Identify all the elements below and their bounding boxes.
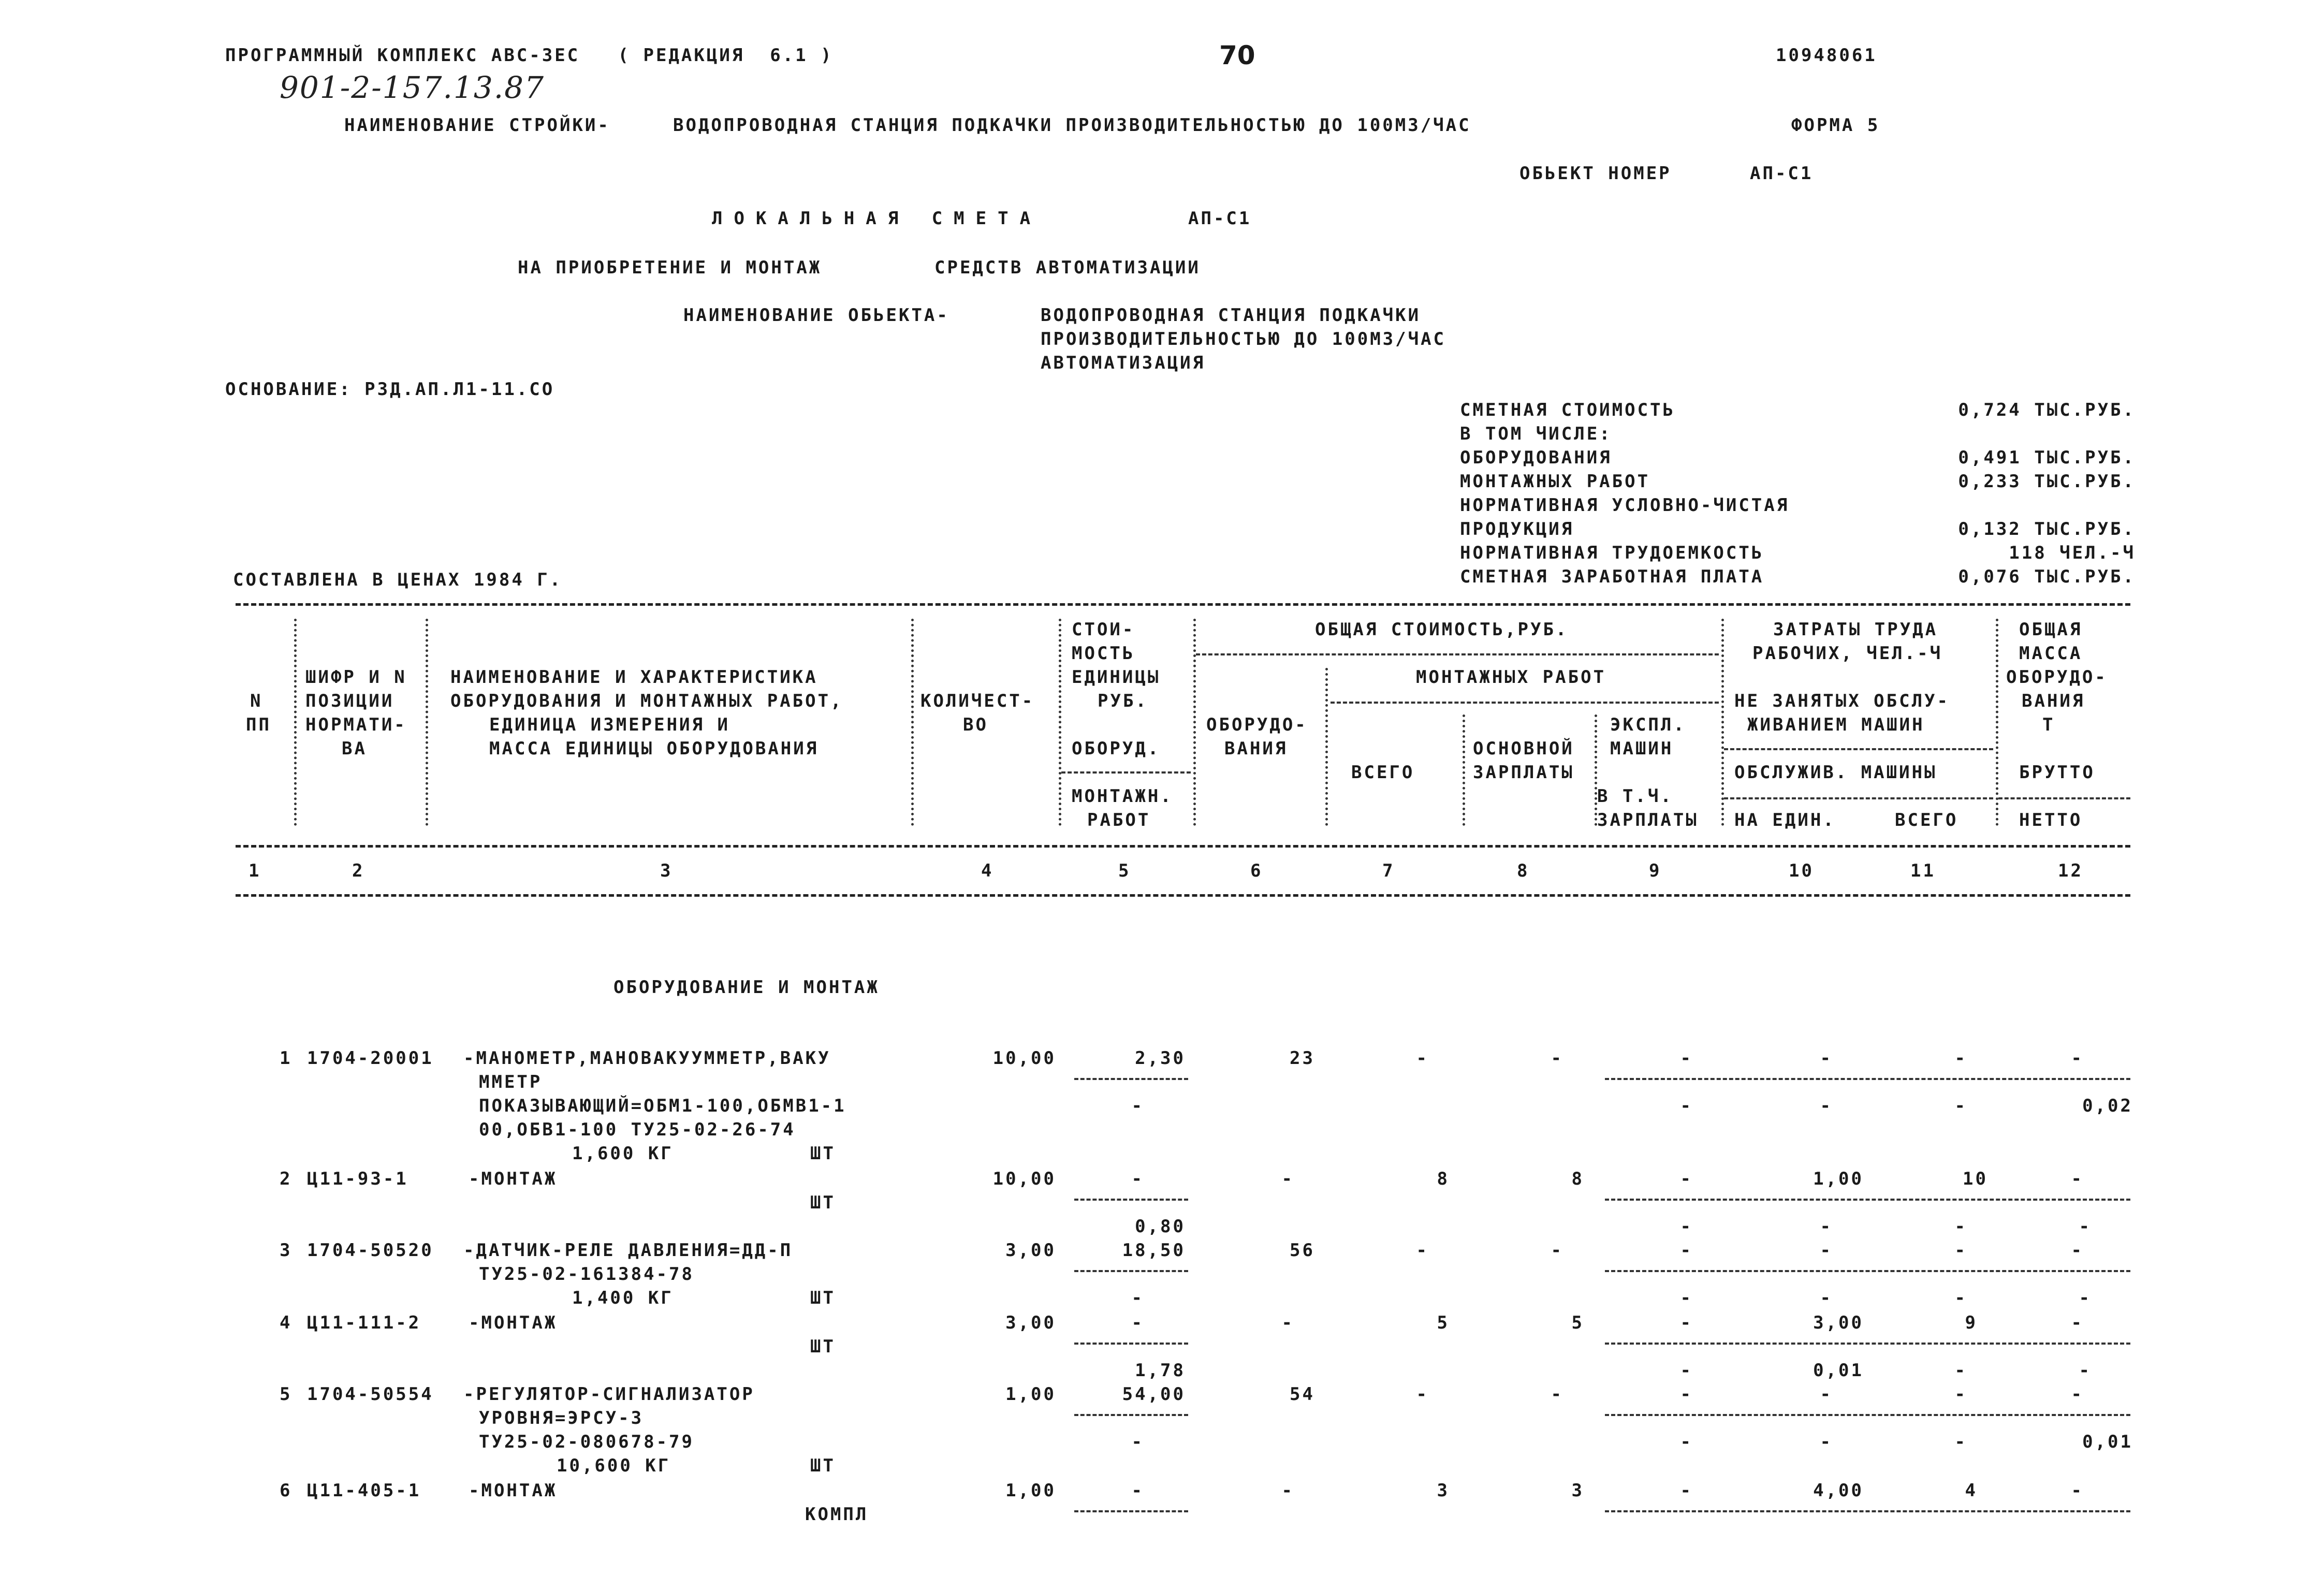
row-basic: -	[1551, 1384, 1563, 1405]
col-mass-header: ОБОРУДО-	[2006, 667, 2108, 688]
cell-rule	[1605, 1199, 2130, 1201]
col-equipment-header: ОБОРУДО-	[1206, 714, 1308, 735]
row-code: 1704-50554	[307, 1384, 434, 1405]
row-code: Ц11-405-1	[307, 1480, 421, 1501]
row-qty: 3,00	[1005, 1240, 1056, 1261]
row-per-unit: 1,00	[1813, 1169, 1864, 1189]
row-total: -	[1416, 1048, 1429, 1069]
col-total-header: ВСЕГО	[1351, 762, 1415, 783]
row-name: ММЕТР	[479, 1072, 543, 1092]
row-basic: -	[1551, 1240, 1563, 1261]
row-equipment: -	[1281, 1169, 1294, 1189]
row-gross: -	[2071, 1048, 2084, 1069]
row-mass: 10,600 КГ	[557, 1455, 671, 1476]
row-code: 1704-50520	[307, 1240, 434, 1261]
row-machines: -	[1680, 1480, 1693, 1501]
col-machines-header: В Т.Ч.	[1597, 786, 1673, 807]
basis: ОСНОВАНИЕ: РЗД.АП.Л1-11.СО	[225, 379, 555, 400]
row-all-2: -	[1954, 1216, 1967, 1237]
row-all: 4	[1965, 1480, 1978, 1501]
row-machines-wage: -	[1680, 1360, 1693, 1381]
summary-label: В ТОМ ЧИСЛЕ:	[1460, 424, 1612, 444]
row-mass: 1,600 КГ	[572, 1143, 674, 1164]
row-all-2: -	[1954, 1360, 1967, 1381]
summary-value: 0,233 ТЫС.РУБ.	[1958, 471, 2136, 492]
row-number: 3	[280, 1240, 293, 1261]
object-name-line-1: ВОДОПРОВОДНАЯ СТАНЦИЯ ПОДКАЧКИ	[1041, 305, 1421, 326]
row-all: -	[1954, 1240, 1967, 1261]
table-top-rule	[236, 603, 2130, 606]
object-number: АП-С1	[1750, 163, 1814, 184]
row-name: -МОНТАЖ	[469, 1312, 558, 1333]
row-name: -МОНТАЖ	[469, 1480, 558, 1501]
cell-rule	[1605, 1510, 2130, 1512]
col-price-header: РАБОТ	[1087, 810, 1151, 830]
row-machines: -	[1680, 1048, 1693, 1069]
program-title: ПРОГРАММНЫЙ КОМПЛЕКС АВС-ЗЕС ( РЕДАКЦИЯ 6.1 )	[225, 45, 834, 66]
cell-rule	[1605, 1414, 2130, 1416]
col-name-header: МАССА ЕДИНИЦЫ ОБОРУДОВАНИЯ	[489, 738, 819, 759]
labor-group-header: ЗАТРАТЫ ТРУДА	[1773, 619, 1938, 640]
row-all: 10	[1963, 1169, 1988, 1189]
column-separator	[1595, 714, 1597, 826]
row-basic: -	[1551, 1048, 1563, 1069]
row-name: -РЕГУЛЯТОР-СИГНАЛИЗАТОР	[463, 1384, 755, 1405]
row-per-unit-2: -	[1820, 1096, 1833, 1116]
document-code: 10948061	[1776, 45, 1877, 66]
row-code: 1704-20001	[307, 1048, 434, 1069]
row-price: 2,30	[1135, 1048, 1186, 1069]
header-inner-rule	[1998, 797, 2130, 799]
row-price-mount: 1,78	[1135, 1360, 1186, 1381]
header-inner-rule	[1061, 771, 1191, 774]
row-machines-wage: -	[1680, 1288, 1693, 1308]
object-name-line-3: АВТОМАТИЗАЦИЯ	[1041, 353, 1206, 373]
row-code: Ц11-111-2	[307, 1312, 421, 1333]
row-qty: 1,00	[1005, 1480, 1056, 1501]
row-price: 18,50	[1122, 1240, 1186, 1261]
row-gross: -	[2071, 1384, 2084, 1405]
col-price-header: МОНТАЖН.	[1072, 786, 1173, 807]
row-price-mount: -	[1131, 1288, 1144, 1308]
row-all: -	[1954, 1048, 1967, 1069]
row-net: 0,02	[2082, 1096, 2133, 1116]
row-price: -	[1131, 1312, 1144, 1333]
column-number: 4	[981, 860, 994, 881]
row-basic: 3	[1571, 1480, 1584, 1501]
col-number-header: ПП	[246, 714, 271, 735]
labor-sub-header: ОБСЛУЖИВ. МАШИНЫ	[1734, 762, 1937, 783]
cell-rule	[1074, 1078, 1188, 1080]
column-separator	[1325, 668, 1328, 826]
cell-rule	[1074, 1414, 1188, 1416]
summary-value: 118 ЧЕЛ.-Ч	[2009, 543, 2136, 563]
col-basic-wage-header: ЗАРПЛАТЫ	[1473, 762, 1574, 783]
row-equipment: 23	[1290, 1048, 1315, 1069]
row-per-unit: -	[1820, 1048, 1833, 1069]
col-per-unit-header: НА ЕДИН.	[1734, 810, 1836, 830]
row-all: 9	[1965, 1312, 1978, 1333]
col-name-header: ЕДИНИЦА ИЗМЕРЕНИЯ И	[489, 714, 730, 735]
row-all-2: -	[1954, 1432, 1967, 1452]
col-basic-wage-header: ОСНОВНОЙ	[1473, 738, 1574, 759]
estimate-code: АП-С1	[1188, 208, 1252, 229]
col-mass-header: ОБЩАЯ	[2019, 619, 2083, 640]
row-price-mount: -	[1131, 1432, 1144, 1452]
col-price-header: ЕДИНИЦЫ	[1072, 667, 1161, 688]
mounting-group-header: МОНТАЖНЫХ РАБОТ	[1416, 667, 1606, 688]
construction-label: НАИМЕНОВАНИЕ СТРОЙКИ-	[344, 115, 610, 136]
row-qty: 10,00	[992, 1169, 1056, 1189]
row-price: -	[1131, 1480, 1144, 1501]
row-number: 2	[280, 1169, 293, 1189]
col-price-header: ОБОРУД.	[1072, 738, 1161, 759]
row-name: УРОВНЯ=ЭРСУ-3	[479, 1408, 644, 1428]
header-bottom-rule	[236, 845, 2130, 848]
col-machines-header: ЭКСПЛ.	[1610, 714, 1686, 735]
row-per-unit: 4,00	[1813, 1480, 1864, 1501]
column-number: 11	[1910, 860, 1936, 881]
column-number: 6	[1250, 860, 1263, 881]
column-numbers-rule	[236, 894, 2130, 897]
row-unit: ШТ	[810, 1336, 836, 1357]
column-number: 12	[2058, 860, 2083, 881]
row-equipment: -	[1281, 1312, 1294, 1333]
section-title: ОБОРУДОВАНИЕ И МОНТАЖ	[613, 977, 880, 998]
col-name-header: ОБОРУДОВАНИЯ И МОНТАЖНЫХ РАБОТ,	[450, 691, 843, 711]
row-all-2: -	[1954, 1288, 1967, 1308]
cell-rule	[1074, 1270, 1188, 1272]
summary-value: 0,724 ТЫС.РУБ.	[1958, 400, 2136, 420]
row-equipment: 54	[1290, 1384, 1315, 1405]
col-all-header: ВСЕГО	[1895, 810, 1958, 830]
row-machines: -	[1680, 1384, 1693, 1405]
row-total: 5	[1437, 1312, 1450, 1333]
row-total: -	[1416, 1384, 1429, 1405]
col-code-header: НОРМАТИ-	[305, 714, 407, 735]
column-separator	[426, 619, 428, 826]
labor-sub-header: ЖИВАНИЕМ МАШИН	[1747, 714, 1925, 735]
col-mass-header: МАССА	[2019, 643, 2083, 664]
col-code-header: ПОЗИЦИИ	[305, 691, 394, 711]
cell-rule	[1605, 1078, 2130, 1080]
col-name-header: НАИМЕНОВАНИЕ И ХАРАКТЕРИСТИКА	[450, 667, 818, 688]
row-basic: 5	[1571, 1312, 1584, 1333]
row-name: ПОКАЗЫВАЮЩИЙ=ОБМ1-100,ОБМВ1-1	[479, 1096, 846, 1116]
handwritten-reference: 901-2-157.13.87	[280, 70, 545, 105]
summary-value: 0,132 ТЫС.РУБ.	[1958, 519, 2136, 539]
construction-name: ВОДОПРОВОДНАЯ СТАНЦИЯ ПОДКАЧКИ ПРОИЗВОДИТЕЛЬНОСТЬЮ ДО 100М3/ЧАС	[673, 115, 1471, 136]
row-equipment: -	[1281, 1480, 1294, 1501]
col-machines-header: МАШИН	[1610, 738, 1674, 759]
row-unit: ШТ	[810, 1192, 836, 1213]
row-machines-wage: -	[1680, 1216, 1693, 1237]
row-number: 6	[280, 1480, 293, 1501]
row-net: -	[2079, 1216, 2092, 1237]
total-cost-group-header: ОБЩАЯ СТОИМОСТЬ,РУБ.	[1315, 619, 1569, 640]
row-unit: ШТ	[810, 1143, 836, 1164]
column-number: 2	[352, 860, 365, 881]
row-name: -МОНТАЖ	[469, 1169, 558, 1189]
row-unit: КОМПЛ	[805, 1504, 869, 1525]
estimate-subtitle-1: НА ПРИОБРЕТЕНИЕ И МОНТАЖ	[518, 257, 822, 278]
row-net: 0,01	[2082, 1432, 2133, 1452]
row-machines-wage: -	[1680, 1432, 1693, 1452]
column-number: 7	[1382, 860, 1395, 881]
row-net: -	[2079, 1288, 2092, 1308]
row-mass: 1,400 КГ	[572, 1288, 674, 1308]
row-all: -	[1954, 1384, 1967, 1405]
row-name: ТУ25-02-161384-78	[479, 1264, 694, 1285]
row-number: 4	[280, 1312, 293, 1333]
col-qty-header: КОЛИЧЕСТ-	[920, 691, 1035, 711]
estimate-title: ЛОКАЛЬНАЯ СМЕТА	[712, 208, 1042, 229]
row-price-mount: 0,80	[1135, 1216, 1186, 1237]
row-gross: -	[2071, 1480, 2084, 1501]
summary-value: 0,076 ТЫС.РУБ.	[1958, 566, 2136, 587]
row-name: ТУ25-02-080678-79	[479, 1432, 694, 1452]
column-separator	[1193, 619, 1196, 826]
column-number: 3	[660, 860, 673, 881]
row-per-unit-2: -	[1820, 1432, 1833, 1452]
row-basic: 8	[1571, 1169, 1584, 1189]
row-per-unit-2: -	[1820, 1216, 1833, 1237]
cell-rule	[1074, 1343, 1188, 1345]
header-inner-rule	[1724, 797, 1993, 799]
header-inner-rule	[1724, 748, 1993, 750]
row-total: 3	[1437, 1480, 1450, 1501]
col-mass-header: БРУТТО	[2019, 762, 2095, 783]
cell-rule	[1074, 1199, 1188, 1201]
row-gross: -	[2071, 1169, 2084, 1189]
summary-label: ОБОРУДОВАНИЯ	[1460, 447, 1612, 468]
row-machines: -	[1680, 1169, 1693, 1189]
row-total: -	[1416, 1240, 1429, 1261]
summary-label: СМЕТНАЯ ЗАРАБОТНАЯ ПЛАТА	[1460, 566, 1764, 587]
row-per-unit-2: 0,01	[1813, 1360, 1864, 1381]
summary-label: МОНТАЖНЫХ РАБОТ	[1460, 471, 1650, 492]
summary-value: 0,491 ТЫС.РУБ.	[1958, 447, 2136, 468]
prices-note: СОСТАВЛЕНА В ЦЕНАХ 1984 Г.	[233, 570, 563, 590]
object-label: ОБЬЕКТ НОМЕР	[1519, 163, 1672, 184]
column-separator	[294, 619, 297, 826]
labor-sub-header: НЕ ЗАНЯТЫХ ОБСЛУ-	[1734, 691, 1950, 711]
row-per-unit-2: -	[1820, 1288, 1833, 1308]
col-code-header: ВА	[342, 738, 367, 759]
cell-rule	[1605, 1270, 2130, 1272]
column-separator	[1059, 619, 1061, 826]
header-inner-rule	[1331, 702, 1719, 704]
row-net: -	[2079, 1360, 2092, 1381]
column-separator	[911, 619, 914, 826]
row-all-2: -	[1954, 1096, 1967, 1116]
row-qty: 3,00	[1005, 1312, 1056, 1333]
row-price: 54,00	[1122, 1384, 1186, 1405]
summary-label: НОРМАТИВНАЯ ТРУДОЕМКОСТЬ	[1460, 543, 1764, 563]
cell-rule	[1605, 1343, 2130, 1345]
row-gross: -	[2071, 1312, 2084, 1333]
column-separator	[1463, 714, 1465, 826]
col-mass-header: ВАНИЯ	[2022, 691, 2085, 711]
form-label: ФОРМА 5	[1791, 115, 1880, 136]
col-price-header: МОСТЬ	[1072, 643, 1135, 664]
column-number: 1	[249, 860, 261, 881]
row-unit: ШТ	[810, 1288, 836, 1308]
row-name: -ДАТЧИК-РЕЛЕ ДАВЛЕНИЯ=ДД-П	[463, 1240, 793, 1261]
summary-label: СМЕТНАЯ СТОИМОСТЬ	[1460, 400, 1675, 420]
row-machines-wage: -	[1680, 1096, 1693, 1116]
summary-label: ПРОДУКЦИЯ	[1460, 519, 1574, 539]
row-price: -	[1131, 1169, 1144, 1189]
col-mass-header: Т	[2042, 714, 2055, 735]
column-number: 8	[1517, 860, 1530, 881]
page-number: 70	[1219, 40, 1255, 70]
column-number: 10	[1789, 860, 1814, 881]
row-qty: 1,00	[1005, 1384, 1056, 1405]
row-price-mount: -	[1131, 1096, 1144, 1116]
row-equipment: 56	[1290, 1240, 1315, 1261]
row-code: Ц11-93-1	[307, 1169, 408, 1189]
col-price-header: СТОИ-	[1072, 619, 1135, 640]
column-separator	[1721, 619, 1724, 826]
col-equipment-header: ВАНИЯ	[1224, 738, 1288, 759]
column-number: 9	[1649, 860, 1662, 881]
col-mass-header: НЕТТО	[2019, 810, 2083, 830]
row-machines: -	[1680, 1312, 1693, 1333]
row-name: -МАНОМЕТР,МАНОВАКУУММЕТР,ВАКУ	[463, 1048, 831, 1069]
summary-label: НОРМАТИВНАЯ УСЛОВНО-ЧИСТАЯ	[1460, 495, 1790, 516]
object-name-line-2: ПРОИЗВОДИТЕЛЬНОСТЬЮ ДО 100М3/ЧАС	[1041, 329, 1446, 349]
row-number: 5	[280, 1384, 293, 1405]
row-qty: 10,00	[992, 1048, 1056, 1069]
row-total: 8	[1437, 1169, 1450, 1189]
header-inner-rule	[1196, 653, 1719, 655]
object-name-label: НАИМЕНОВАНИЕ ОБЬЕКТА-	[683, 305, 949, 326]
col-number-header: N	[250, 691, 263, 711]
cell-rule	[1074, 1510, 1188, 1512]
row-gross: -	[2071, 1240, 2084, 1261]
estimate-subtitle-2: СРЕДСТВ АВТОМАТИЗАЦИИ	[934, 257, 1201, 278]
col-qty-header: ВО	[963, 714, 988, 735]
row-name: 00,ОБВ1-100 ТУ25-02-26-74	[479, 1119, 796, 1140]
row-per-unit: 3,00	[1813, 1312, 1864, 1333]
row-machines: -	[1680, 1240, 1693, 1261]
col-machines-header: ЗАРПЛАТЫ	[1597, 810, 1699, 830]
row-number: 1	[280, 1048, 293, 1069]
row-per-unit: -	[1820, 1240, 1833, 1261]
col-price-header: РУБ.	[1098, 691, 1148, 711]
column-separator	[1996, 619, 1998, 826]
row-unit: ШТ	[810, 1455, 836, 1476]
labor-group-header: РАБОЧИХ, ЧЕЛ.-Ч	[1752, 643, 1943, 664]
column-number: 5	[1118, 860, 1131, 881]
col-code-header: ШИФР И N	[305, 667, 407, 688]
row-per-unit: -	[1820, 1384, 1833, 1405]
